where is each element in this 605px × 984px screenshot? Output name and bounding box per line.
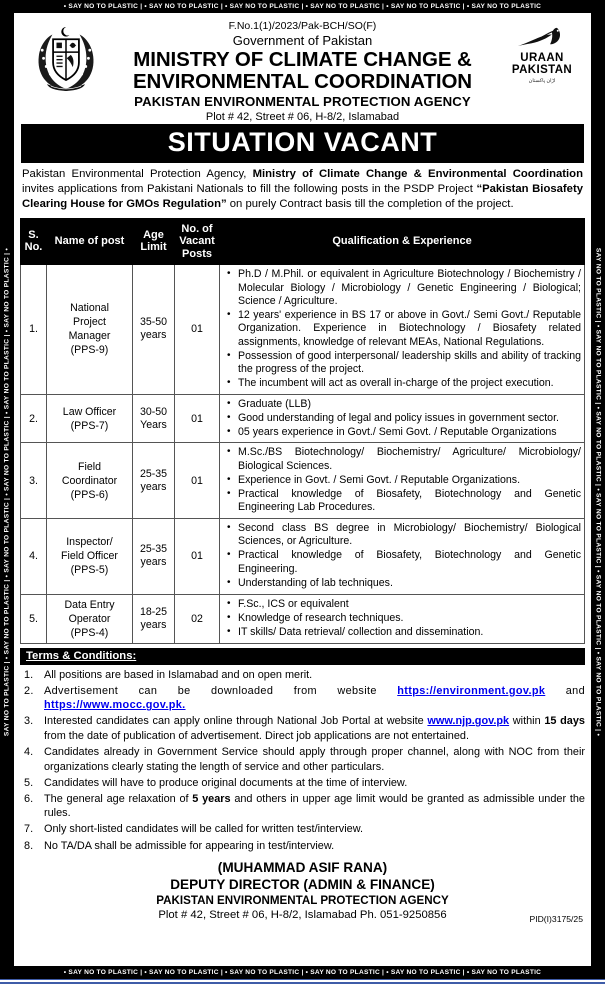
qualification-item: • F.Sc., ICS or equivalent bbox=[223, 598, 581, 611]
posts-table bbox=[20, 218, 585, 644]
plastic-marquee-bottom-text: • SAY NO TO PLASTIC | • SAY NO TO PLASTIC | • SAY NO TO PLASTIC | • SAY NO TO PLASTIC | • SAY NO TO PLASTIC | • SAY NO TO PLASTIC bbox=[63, 969, 542, 976]
column-header-qualification: Qualification & Experience bbox=[220, 218, 585, 265]
intro-part1: Pakistan Environmental Protection Agency, bbox=[22, 168, 253, 180]
row-qualification bbox=[220, 443, 585, 519]
government-label: Government of Pakistan bbox=[232, 33, 373, 48]
row-age-limit bbox=[133, 519, 175, 595]
row-qualification bbox=[220, 519, 585, 595]
intro-paragraph bbox=[20, 163, 585, 218]
post-line2: (PPS-7) bbox=[70, 419, 109, 432]
posts-table-body bbox=[21, 265, 585, 643]
row-post-name bbox=[47, 594, 133, 643]
qualification-item: • Understanding of lab techniques. bbox=[223, 577, 581, 590]
qualification-item: • 12 years' experience in BS 17 or above in Govt./ Semi Govt./ Reputable Organization. Experience in Biotechnology / Biosafety related assignments, knowledge of relevant MEAs, National Regulations. bbox=[223, 309, 581, 349]
qualification-item: • IT skills/ Data retrieval/ collection and dissemination. bbox=[223, 626, 581, 639]
terms-item-2-part2: and bbox=[545, 684, 585, 697]
post-line3: (PPS-5) bbox=[70, 564, 109, 577]
post-line1: Data Entry bbox=[64, 598, 115, 611]
row-qualification bbox=[220, 265, 585, 395]
age-line1: 35-50 bbox=[139, 316, 168, 329]
njp-gov-pk-link[interactable]: www.njp.gov.pk bbox=[427, 715, 510, 728]
post-line1: Field bbox=[78, 460, 101, 473]
row-sno: 2. bbox=[21, 394, 47, 443]
signatory-title: DEPUTY DIRECTOR (ADMIN & FINANCE) bbox=[170, 877, 435, 893]
post-line2: Operator bbox=[68, 612, 111, 625]
column-header-posts-line3: Posts bbox=[182, 247, 212, 260]
column-header-post: Name of post bbox=[47, 218, 133, 265]
terms-item-4: Candidates already in Government Service should apply through proper channel, along with NOC from their organizations clearly stating the length of service and other particulars. bbox=[44, 746, 585, 773]
qualification-item: • Practical knowledge of Biosafety, Biotechnology and Genetic Engineering Lab Procedures. bbox=[223, 488, 581, 515]
signatory-organization: PAKISTAN ENVIRONMENTAL PROTECTION AGENCY bbox=[156, 894, 449, 908]
mocc-gov-pk-link[interactable]: https://www.mocc.gov.pk. bbox=[44, 699, 186, 712]
post-line2: Coordinator bbox=[61, 474, 118, 487]
post-line3: (PPS-4) bbox=[70, 626, 109, 639]
terms-list bbox=[20, 668, 585, 854]
qualification-list bbox=[223, 398, 581, 439]
row-age-limit bbox=[133, 443, 175, 519]
pid-reference: PID(I)3175/25 bbox=[529, 914, 583, 925]
qualification-item: • 05 years experience in Govt./ Semi Govt. / Reputable Organizations bbox=[223, 426, 581, 439]
qualification-item: • Practical knowledge of Biosafety, Biotechnology and Genetic Engineering. bbox=[223, 549, 581, 576]
agency-title: PAKISTAN ENVIRONMENTAL PROTECTION AGENCY bbox=[134, 94, 471, 109]
row-sno: 3. bbox=[21, 443, 47, 519]
pakistan-emblem-icon bbox=[32, 24, 100, 96]
row-age-limit bbox=[133, 265, 175, 395]
signature-block bbox=[20, 859, 585, 925]
row-post-name bbox=[47, 265, 133, 395]
post-line1: Law Officer bbox=[62, 405, 117, 418]
terms-item-3 bbox=[20, 714, 585, 743]
environment-gov-pk-link[interactable]: https://environment.gov.pk bbox=[397, 684, 546, 697]
table-row bbox=[21, 519, 585, 595]
terms-item-6-relaxation: 5 years bbox=[192, 792, 231, 805]
intro-project-bold: “Pakistan Biosafety Clearing House for GMOs Regulation” bbox=[22, 183, 583, 211]
intro-part3: on purely Contract basis till the completion of the project. bbox=[226, 198, 514, 211]
qualification-list bbox=[223, 268, 581, 390]
plastic-marquee-right-text: SAY NO TO PLASTIC | • SAY NO TO PLASTIC | • SAY NO TO PLASTIC | • SAY NO TO PLASTIC | • SAY NO TO PLASTIC | • SAY NO TO PLASTIC | • bbox=[594, 247, 602, 737]
terms-item-3-part3: from the date of publication of advertisement. Direct job applications are not entertained. bbox=[44, 729, 469, 742]
column-header-vacant-posts bbox=[175, 218, 220, 265]
terms-heading-text: Terms & Conditions: bbox=[26, 649, 137, 662]
column-header-sno-line2: No. bbox=[24, 241, 43, 254]
qualification-list bbox=[223, 522, 581, 590]
bottom-rule bbox=[0, 979, 605, 984]
terms-item-5: Candidates will have to produce original documents at the time of interview. bbox=[44, 776, 408, 789]
column-header-posts-line2: Vacant bbox=[179, 235, 215, 248]
post-line3: (PPS-6) bbox=[70, 488, 109, 501]
intro-part2: invites applications from Pakistani Nationals to fill the following posts in the PSDP Project bbox=[22, 183, 477, 196]
plastic-marquee-top-text: • SAY NO TO PLASTIC | • SAY NO TO PLASTIC | • SAY NO TO PLASTIC | • SAY NO TO PLASTIC | • SAY NO TO PLASTIC | • SAY NO TO PLASTIC bbox=[63, 3, 542, 10]
table-row bbox=[21, 594, 585, 643]
age-line2: years bbox=[140, 329, 167, 342]
row-post-name bbox=[47, 443, 133, 519]
age-line1: 25-35 bbox=[139, 467, 168, 480]
qualification-item: • Ph.D / M.Phil. or equivalent in Agriculture Biotechnology / Biochemistry / Molecular Biology / Microbiology / Genetic Engineering / Biological; Science / Agriculture. bbox=[223, 268, 581, 308]
column-header-age-line2: Limit bbox=[140, 241, 167, 254]
terms-item-6-part1: The general age relaxation of bbox=[44, 792, 193, 805]
plastic-marquee-left bbox=[0, 13, 14, 971]
age-line2: Years bbox=[140, 418, 167, 431]
terms-item-2 bbox=[20, 684, 585, 713]
uraan-name-line2: PAKISTAN bbox=[511, 64, 573, 76]
posts-table-head bbox=[21, 218, 585, 265]
age-line2: years bbox=[140, 618, 167, 631]
column-header-sno-line1: S. bbox=[28, 228, 39, 241]
masthead bbox=[20, 18, 585, 122]
terms-item-1: All positions are based in Islamabad and on open merit. bbox=[44, 668, 313, 681]
plastic-marquee-left-text: SAY NO TO PLASTIC | • SAY NO TO PLASTIC | • SAY NO TO PLASTIC | • SAY NO TO PLASTIC | • SAY NO TO PLASTIC | • SAY NO TO PLASTIC | • bbox=[3, 247, 11, 737]
post-line1: National bbox=[70, 302, 109, 315]
advertisement-content bbox=[14, 13, 591, 971]
uraan-pakistan-logo bbox=[507, 26, 577, 84]
qualification-item: • Possession of good interpersonal/ leadership skills and ability of tracking the progress of the project. bbox=[223, 350, 581, 377]
terms-item-8: No TA/DA shall be admissible for appearing in test/interview. bbox=[44, 839, 335, 852]
signatory-name: (MUHAMMAD ASIF RANA) bbox=[217, 860, 388, 876]
qualification-item: • The incumbent will act as overall in-charge of the project execution. bbox=[223, 377, 581, 390]
age-line1: 30-50 bbox=[139, 405, 168, 418]
row-qualification bbox=[220, 394, 585, 443]
table-row bbox=[21, 443, 585, 519]
row-vacant-posts: 01 bbox=[175, 265, 220, 395]
post-line3: Manager bbox=[68, 330, 111, 343]
terms-item-3-deadline: 15 days bbox=[544, 715, 585, 728]
terms-item-7: Only short-listed candidates will be called for written test/interview. bbox=[44, 823, 363, 836]
qualification-list bbox=[223, 598, 581, 639]
qualification-item: • Graduate (LLB) bbox=[223, 398, 581, 411]
terms-item-3-part1: Interested candidates can apply online through National Job Portal at website bbox=[44, 715, 428, 728]
table-row bbox=[21, 394, 585, 443]
row-post-name bbox=[47, 519, 133, 595]
post-line1: Inspector/ bbox=[66, 536, 113, 549]
terms-heading bbox=[20, 648, 585, 665]
qualification-item: • Experience in Govt. / Semi Govt. / Reputable Organizations. bbox=[223, 474, 581, 487]
age-line2: years bbox=[140, 480, 167, 493]
qualification-list bbox=[223, 446, 581, 514]
age-line1: 25-35 bbox=[139, 543, 168, 556]
column-header-age-line1: Age bbox=[143, 228, 164, 241]
post-line2: Field Officer bbox=[61, 550, 118, 563]
situation-vacant-banner: SITUATION VACANT bbox=[21, 124, 584, 163]
age-line2: years bbox=[140, 556, 167, 569]
row-vacant-posts: 02 bbox=[175, 594, 220, 643]
uraan-name-line1: URAAN bbox=[520, 52, 564, 64]
qualification-item: • Second class BS degree in Microbiology/ Biochemistry/ Biological Sciences, or Agriculture. bbox=[223, 522, 581, 549]
row-age-limit bbox=[133, 594, 175, 643]
agency-address: Plot # 42, Street # 06, H-8/2, Islamabad bbox=[205, 111, 400, 123]
row-vacant-posts: 01 bbox=[175, 394, 220, 443]
row-sno: 5. bbox=[21, 594, 47, 643]
uraan-urdu-text: اڑان پاکستان bbox=[528, 78, 556, 84]
qualification-item: • Knowledge of research techniques. bbox=[223, 612, 581, 625]
row-vacant-posts: 01 bbox=[175, 519, 220, 595]
uraan-bird-icon bbox=[507, 26, 577, 52]
ministry-title-line2: ENVIRONMENTAL COORDINATION bbox=[132, 70, 473, 93]
terms-item-6-part2: and others in upper age limit would be granted as admissible under the rules. bbox=[44, 792, 585, 820]
terms-item-6 bbox=[20, 792, 585, 821]
file-number: F.No.1(1)/2023/Pak-BCH/SO(F) bbox=[228, 20, 377, 32]
plastic-marquee-bottom bbox=[0, 966, 605, 979]
column-header-age bbox=[133, 218, 175, 265]
row-sno: 1. bbox=[21, 265, 47, 395]
intro-ministry-bold: Ministry of Climate Change & Environmental Coordination bbox=[252, 168, 583, 180]
row-vacant-posts: 01 bbox=[175, 443, 220, 519]
post-line2: Project bbox=[73, 316, 106, 329]
plastic-marquee-right bbox=[591, 13, 605, 971]
row-post-name bbox=[47, 394, 133, 443]
post-line4: (PPS-9) bbox=[70, 344, 109, 357]
terms-item-2-part1: Advertisement can be downloaded from website bbox=[44, 684, 398, 697]
qualification-item: • M.Sc./BS Biotechnology/ Biochemistry/ Agriculture/ Microbiology/ Biological Sciences. bbox=[223, 446, 581, 473]
qualification-item: • Good understanding of legal and policy issues in government sector. bbox=[223, 412, 581, 425]
signatory-address: Plot # 42, Street # 06, H-8/2, Islamabad Ph. 051-9250856 bbox=[158, 909, 447, 922]
table-header-row bbox=[21, 218, 585, 265]
column-header-sno bbox=[21, 218, 47, 265]
column-header-posts-line1: No. of bbox=[181, 222, 213, 235]
ministry-title-line1: MINISTRY OF CLIMATE CHANGE & bbox=[133, 48, 472, 71]
table-row bbox=[21, 265, 585, 395]
terms-item-3-part2: within bbox=[509, 715, 545, 728]
plastic-marquee-top bbox=[0, 0, 605, 13]
row-qualification bbox=[220, 594, 585, 643]
row-sno: 4. bbox=[21, 519, 47, 595]
row-age-limit bbox=[133, 394, 175, 443]
age-line1: 18-25 bbox=[139, 605, 168, 618]
